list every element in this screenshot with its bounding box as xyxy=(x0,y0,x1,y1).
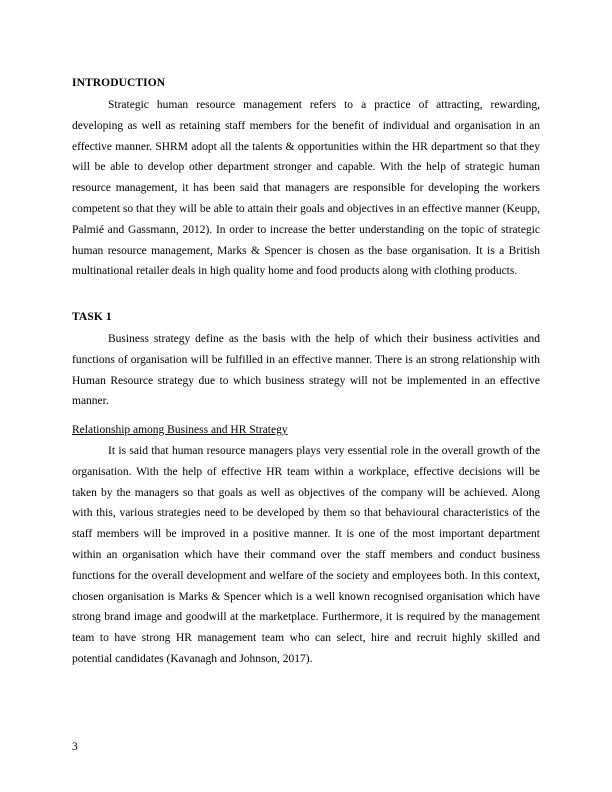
relationship-paragraph: It is said that human resource managers plays very essential role in the overall growth of the organisation. With the help of effective HR team within a workplace, effective decisions will be taken by the managers so that goals as well as objectives of the company will be achieved. Along with this, various strategies need to be developed by them so that behavioural characteristics of the staff members will be improved in a positive manner. It is one of the most important department within an organisation which have their command over the staff members and conduct business functions for the overall development and welfare of the society and employees both. In this context, chosen organisation is Marks & Spencer which is a well known recognised organisation which have strong brand image and goodwill at the marketplace. Furthermore, it is required by the management team to have strong HR management team who can select, hire and recruit highly skilled and potential candidates (Kavanagh and Johnson, 2017). xyxy=(72,445,540,665)
task-1-heading: TASK 1 xyxy=(72,311,112,323)
introduction-paragraph: Strategic human resource management refers to a practice of attracting, rewarding, developing as well as retaining staff members for the benefit of individual and organisation in an effective manner. SHRM adopt all the talents & opportunities within the HR department so that they will be able to develop other department stronger and capable. With the help of strategic human resource management, it has been said that managers are responsible for developing the workers competent so that they will be able to attain their goals and objectives in an effective manner (Keupp, Palmié and Gassmann, 2012). In order to increase the better understanding on the topic of strategic human resource management, Marks & Spencer is chosen as the base organisation. It is a British multinational retailer deals in high quality home and food products along with clothing products. xyxy=(72,99,540,278)
page-number: 3 xyxy=(72,741,78,753)
introduction-heading: INTRODUCTION xyxy=(72,77,166,89)
task-1-paragraph: Business strategy define as the basis with the help of which their business activities and functions of organisation will be fulfilled in an effective manner. There is an strong relationship with Human Resource strategy due to which business strategy will not be implemented in an effective manner. xyxy=(72,333,540,408)
relationship-subheading: Relationship among Business and HR Strategy xyxy=(72,424,288,436)
